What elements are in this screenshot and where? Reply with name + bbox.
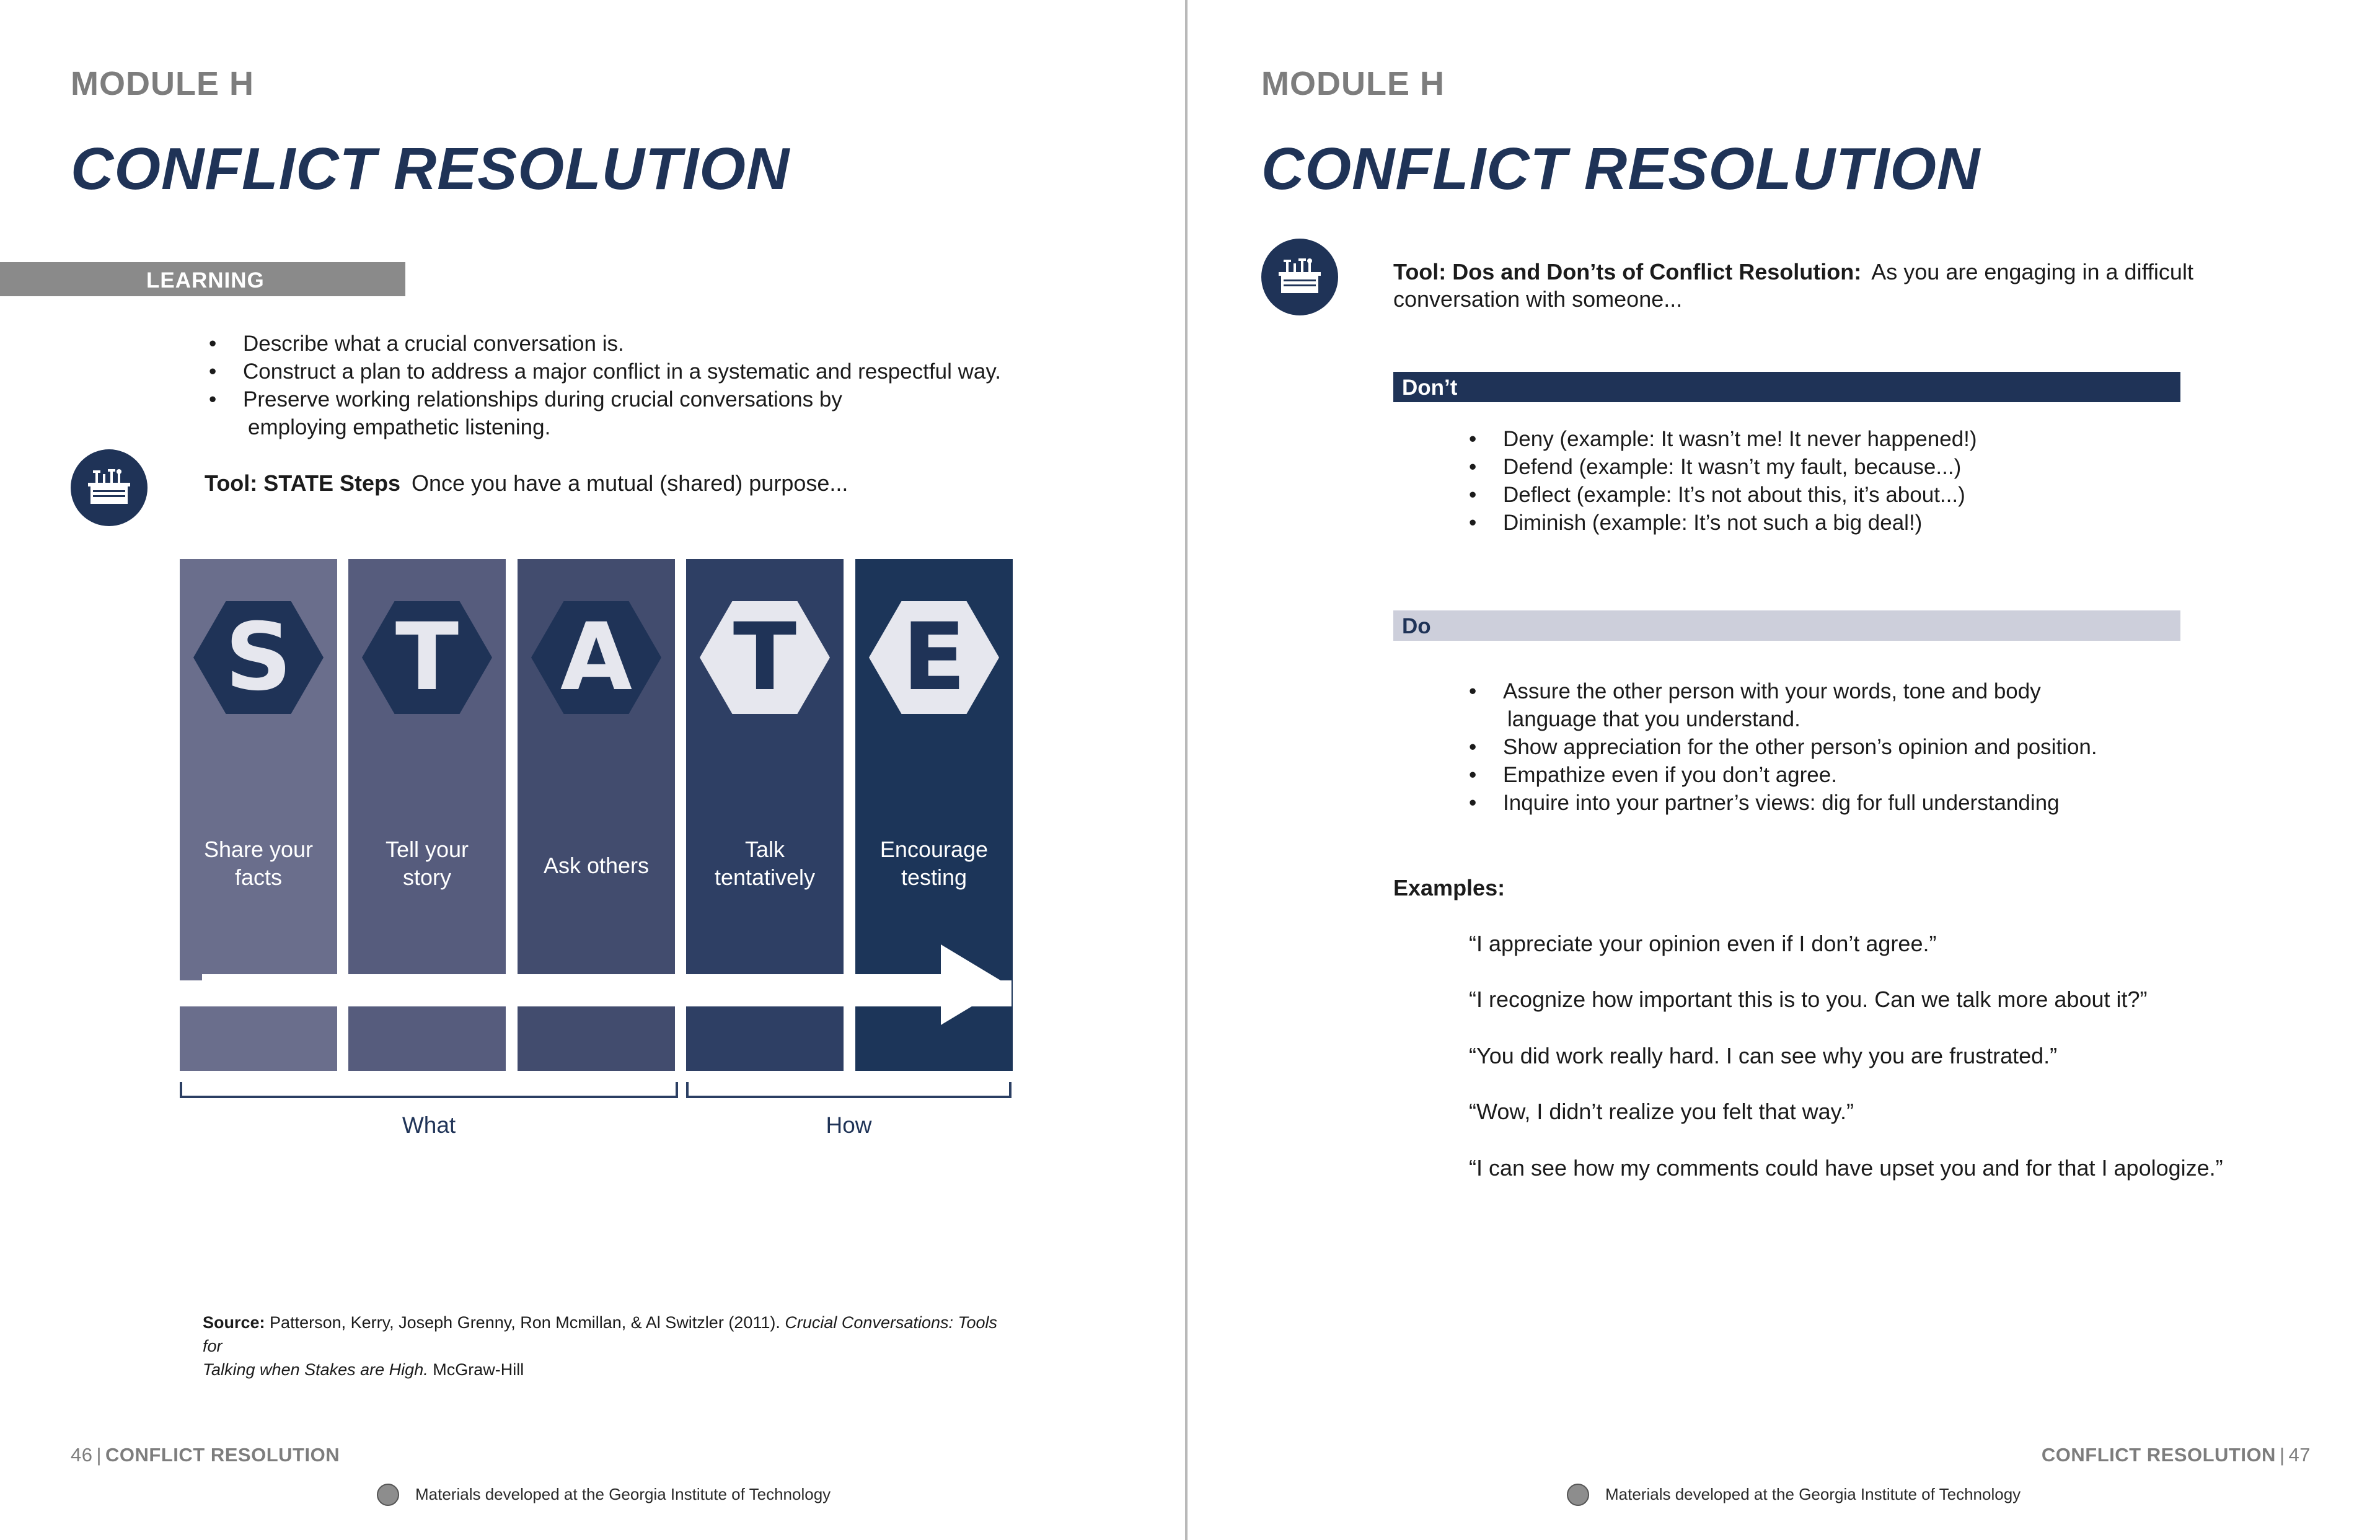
module-label: MODULE H — [71, 65, 254, 102]
dont-list — [1469, 425, 1977, 537]
tool-text: As you are engaging in a difficult — [1871, 259, 2193, 284]
tool-title: Tool: Dos and Don’ts of Conflict Resolution: — [1393, 259, 1862, 284]
step-letter: T — [733, 604, 797, 711]
hexagon — [531, 601, 661, 714]
source-title-2: Talking when Stakes are High. — [203, 1360, 428, 1379]
step-letter: T — [395, 604, 459, 711]
list-item: • Diminish (example: It’s not such a big deal!) — [1469, 509, 1977, 537]
module-label: MODULE H — [1261, 65, 1445, 102]
source-publisher: McGraw-Hill — [433, 1360, 524, 1379]
objective-continuation: employing empathetic listening. — [248, 415, 551, 439]
list-item: • Describe what a crucial conversation is. — [209, 330, 1001, 358]
list-item: • Deflect (example: It’s not about this, it’s about...) — [1469, 481, 1977, 509]
dont-bar — [1393, 372, 2180, 402]
source-citation — [203, 1311, 1008, 1381]
footer-section: CONFLICT RESOLUTION — [105, 1444, 340, 1466]
footer-credit: Materials developed at the Georgia Institute of Technology — [415, 1485, 831, 1503]
what-label: What — [402, 1112, 456, 1138]
how-brace — [686, 1082, 1011, 1098]
example-quote: “You did work really hard. I can see why you are frustrated.” — [1469, 1043, 2058, 1068]
objectives-list — [209, 330, 1001, 413]
step-label-line2: testing — [901, 865, 967, 890]
example-quote: “I can see how my comments could have upset you and for that I apologize.” — [1469, 1155, 2223, 1181]
hexagon — [869, 601, 999, 714]
page-title: CONFLICT RESOLUTION — [71, 136, 790, 202]
source-label: Source: — [203, 1313, 265, 1332]
list-item: • Construct a plan to address a major conflict in a systematic and respectful way. — [209, 358, 1001, 385]
do-list-rest — [1469, 733, 2097, 817]
hexagon — [362, 601, 492, 714]
left-page — [0, 0, 1185, 1540]
example-quote: “Wow, I didn’t realize you felt that way.” — [1469, 1099, 1854, 1124]
step-label: Tell your — [385, 837, 469, 862]
list-item: • Show appreciation for the other person’s opinion and position. — [1469, 733, 2097, 761]
list-item: • Preserve working relationships during crucial conversations by — [209, 385, 1001, 413]
list-item: • Assure the other person with your words, tone and body — [1469, 677, 2041, 705]
dont-label: Don’t — [1402, 376, 1458, 400]
footer-credit: Materials developed at the Georgia Institute of Technology — [1605, 1485, 2021, 1503]
list-item: • Deny (example: It wasn’t me! It never happened!) — [1469, 425, 1977, 453]
example-quote: “I appreciate your opinion even if I don’t agree.” — [1469, 931, 1937, 956]
footer-section: CONFLICT RESOLUTION — [2041, 1444, 2276, 1466]
do-list — [1469, 677, 2041, 705]
tool-heading — [205, 469, 848, 497]
georgia-tech-seal-icon — [377, 1484, 399, 1506]
step-label-line2: story — [402, 865, 451, 890]
source-title-1: Crucial Conversations: Tools for — [203, 1313, 998, 1355]
tool-text: Once you have a mutual (shared) purpose... — [412, 470, 848, 496]
hexagon — [700, 601, 830, 714]
tool-heading — [1393, 258, 2193, 286]
list-item: • Empathize even if you don’t agree. — [1469, 761, 2097, 789]
step-label: Share your — [203, 837, 314, 862]
source-text: Patterson, Kerry, Joseph Grenny, Ron Mcmillan, & Al Switzler (2011). — [270, 1313, 780, 1332]
right-arrow-icon — [202, 944, 1008, 1025]
do-item-continuation: language that you understand. — [1507, 707, 1800, 731]
page-number: 47 — [2288, 1444, 2311, 1466]
hexagon — [193, 601, 324, 714]
examples-label: Examples: — [1393, 875, 1505, 900]
page-footer: 46 | CONFLICT RESOLUTION — [71, 1444, 340, 1466]
list-item: • Defend (example: It wasn’t my fault, because...) — [1469, 453, 1977, 481]
learning-objectives-banner — [0, 262, 405, 317]
step-letter: A — [560, 604, 633, 711]
page-divider — [1185, 0, 1188, 1540]
how-label: How — [826, 1112, 872, 1138]
do-label: Do — [1402, 614, 1431, 638]
state-steps-diagram — [180, 559, 1011, 1071]
toolbox-icon — [71, 449, 148, 526]
step-label-line2: facts — [234, 865, 283, 890]
step-label: Talk — [744, 837, 785, 862]
step-letter: S — [224, 604, 293, 711]
step-label: Ask others — [543, 853, 650, 878]
learning-objectives-label: LEARNING OBJECTIVES — [146, 268, 290, 317]
step-label-line2: tentatively — [714, 865, 816, 890]
step-letter: E — [902, 604, 966, 711]
page-footer: CONFLICT RESOLUTION | 47 — [2041, 1444, 2311, 1466]
tool-text-line2: conversation with someone... — [1393, 286, 1683, 312]
toolbox-icon — [1261, 239, 1338, 315]
what-brace — [180, 1082, 678, 1098]
georgia-tech-seal-icon — [1567, 1484, 1589, 1506]
example-quote: “I recognize how important this is to you. Can we talk more about it?” — [1469, 987, 2148, 1012]
list-item: • Inquire into your partner’s views: dig for full understanding — [1469, 789, 2097, 817]
step-label: Encourage — [879, 837, 989, 862]
page-title: CONFLICT RESOLUTION — [1261, 136, 1981, 202]
tool-title: Tool: STATE Steps — [205, 470, 400, 496]
page-number: 46 — [71, 1444, 93, 1466]
do-bar — [1393, 610, 2180, 641]
